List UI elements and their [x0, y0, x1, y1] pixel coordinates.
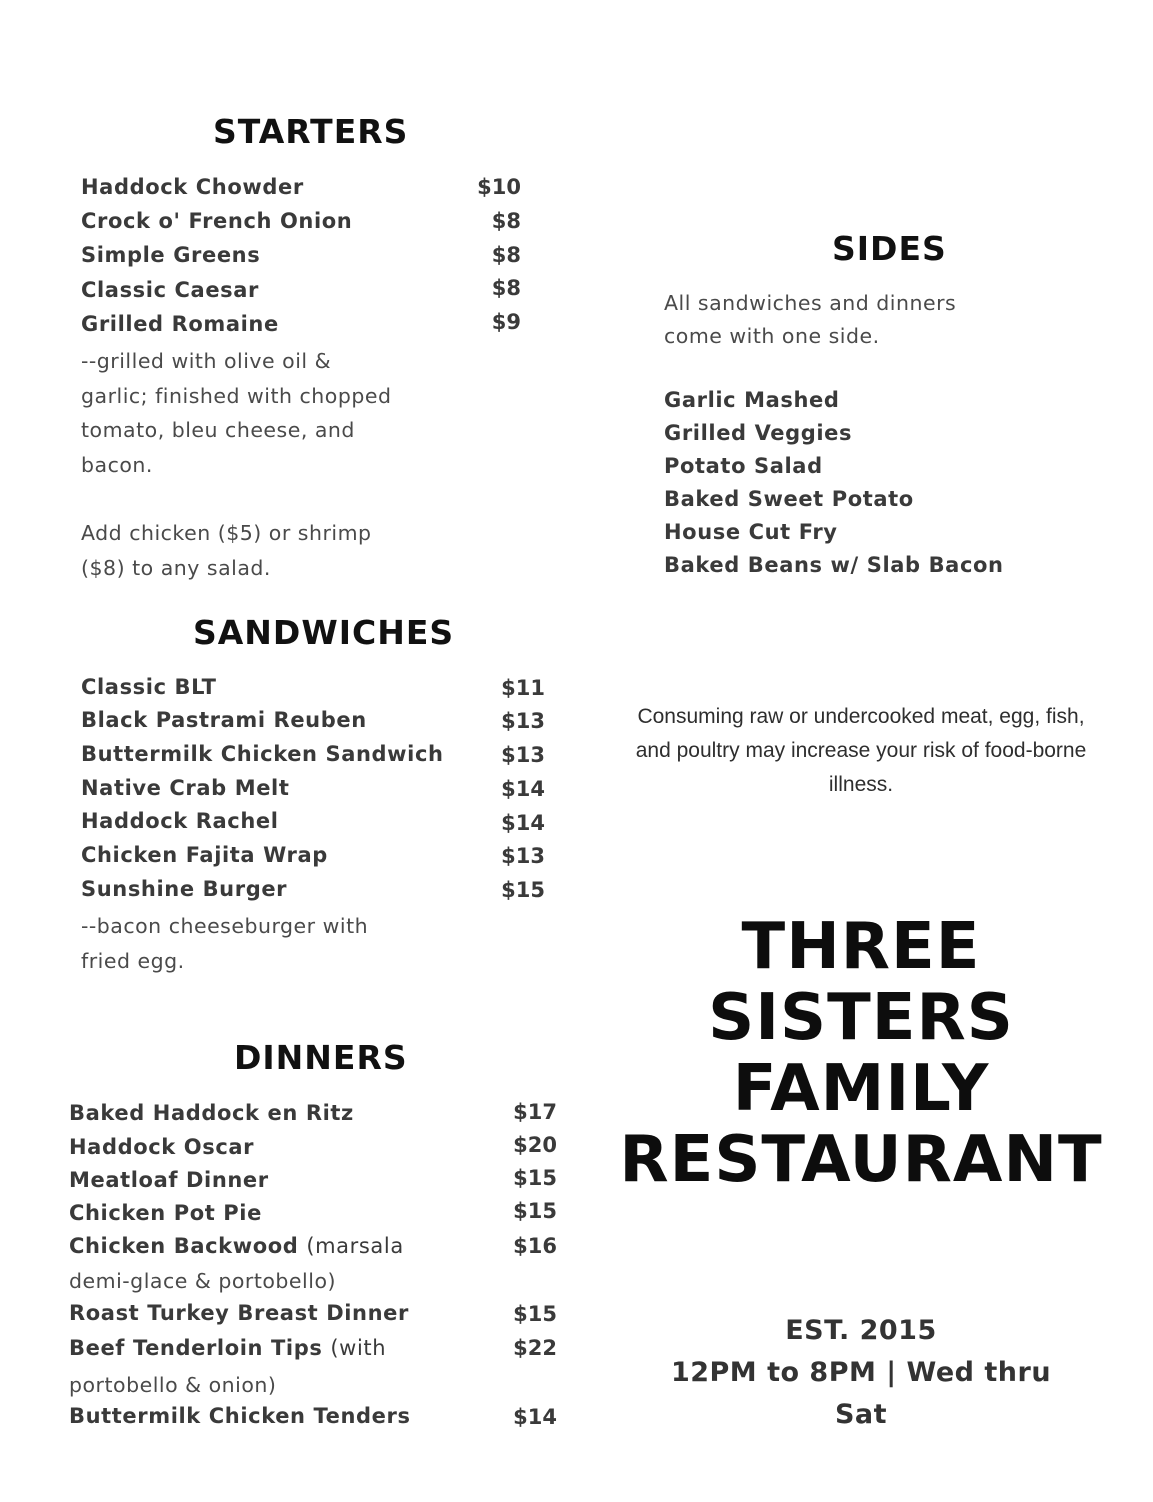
dinner-price: $20 — [513, 1133, 557, 1157]
sides-heading: SIDES — [832, 229, 947, 268]
sandwich-price: $15 — [501, 878, 545, 902]
note-line: Add chicken ($5) or shrimp — [81, 521, 372, 545]
starter-price: $8 — [491, 276, 521, 300]
note-line: fried egg. — [81, 948, 185, 973]
sandwich-item: Chicken Fajita Wrap — [81, 843, 328, 867]
dinner-price: $15 — [513, 1166, 557, 1190]
sandwich-price: $13 — [501, 743, 545, 767]
dinner-item-detail-cont: portobello & onion) — [69, 1373, 277, 1397]
side-item: Potato Salad — [664, 454, 823, 478]
note-line: bacon. — [81, 452, 153, 477]
note-line: --grilled with olive oil & — [81, 349, 332, 373]
starter-item: Simple Greens — [81, 243, 261, 267]
starter-price: $8 — [491, 209, 521, 233]
dinner-item: Meatloaf Dinner — [69, 1168, 269, 1192]
starter-price: $8 — [491, 243, 521, 267]
burger-description — [81, 909, 368, 978]
side-item: Baked Beans w/ Slab Bacon — [664, 553, 1004, 577]
sandwich-price: $14 — [501, 811, 545, 835]
food-safety-disclaimer — [596, 700, 1126, 802]
dinner-price: $15 — [513, 1302, 557, 1326]
dinners-heading: DINNERS — [234, 1038, 408, 1077]
dinner-item: Baked Haddock en Ritz — [69, 1101, 354, 1125]
dinner-price: $14 — [513, 1405, 557, 1429]
restaurant-name-line: SISTERS — [708, 981, 1014, 1055]
note-line: --bacon cheeseburger with — [81, 914, 369, 938]
sandwiches-heading: SANDWICHES — [193, 613, 455, 652]
dinner-item — [69, 1234, 404, 1258]
starter-price: $10 — [477, 175, 521, 199]
dinner-item-label: Chicken Backwood — [69, 1234, 299, 1258]
side-item: Baked Sweet Potato — [664, 487, 914, 511]
sandwich-item: Black Pastrami Reuben — [81, 708, 367, 732]
restaurant-name-line: RESTAURANT — [619, 1123, 1103, 1197]
sandwich-item: Haddock Rachel — [81, 809, 279, 833]
dinner-item-label: Beef Tenderloin Tips — [69, 1336, 323, 1360]
hours-info — [596, 1310, 1126, 1436]
side-item: House Cut Fry — [664, 520, 838, 544]
sandwich-item: Native Crab Melt — [81, 776, 290, 800]
note-line: All sandwiches and dinners — [664, 291, 957, 315]
sandwich-price: $11 — [501, 676, 545, 700]
opening-days: Sat — [834, 1399, 888, 1430]
starter-item: Haddock Chowder — [81, 175, 304, 199]
established-year: EST. 2015 — [785, 1315, 937, 1346]
dinner-price: $22 — [513, 1336, 557, 1360]
dinner-price: $17 — [513, 1100, 557, 1124]
note-line: ($8) to any salad. — [81, 555, 271, 580]
note-line: garlic; finished with chopped — [81, 383, 392, 408]
side-item: Garlic Mashed — [664, 388, 840, 412]
sandwich-price: $13 — [501, 709, 545, 733]
note-line: tomato, bleu cheese, and — [81, 418, 355, 442]
dinner-item: Chicken Pot Pie — [69, 1201, 262, 1225]
starter-item: Classic Caesar — [81, 278, 259, 302]
dinner-item: Buttermilk Chicken Tenders — [69, 1404, 411, 1428]
dinner-price: $15 — [513, 1199, 557, 1223]
restaurant-name-line: FAMILY — [732, 1052, 990, 1126]
sandwich-price: $13 — [501, 844, 545, 868]
starter-item: Crock o' French Onion — [81, 209, 353, 233]
starters-heading: STARTERS — [213, 112, 409, 151]
side-item: Grilled Veggies — [664, 421, 853, 445]
sandwich-item: Buttermilk Chicken Sandwich — [81, 742, 444, 766]
opening-hours: 12PM to 8PM | Wed thru — [670, 1357, 1052, 1388]
salad-addon-note — [81, 516, 372, 585]
dinner-item — [69, 1336, 386, 1360]
disclaimer-line: and poultry may increase your risk of food-borne — [635, 739, 1087, 762]
disclaimer-line: illness. — [828, 773, 894, 796]
dinner-item: Roast Turkey Breast Dinner — [69, 1301, 409, 1325]
dinner-price: $16 — [513, 1234, 557, 1258]
disclaimer-line: Consuming raw or undercooked meat, egg, fish, — [637, 705, 1085, 728]
dinner-item-detail: (marsala — [306, 1234, 404, 1258]
dinner-item-detail-cont: demi-glace & portobello) — [69, 1269, 336, 1293]
sandwich-item: Sunshine Burger — [81, 877, 288, 901]
starter-price: $9 — [491, 310, 521, 334]
dinner-item: Haddock Oscar — [69, 1135, 255, 1159]
starter-item: Grilled Romaine — [81, 312, 279, 336]
sides-intro — [664, 287, 956, 353]
sandwich-item: Classic BLT — [81, 675, 217, 699]
restaurant-name — [596, 912, 1126, 1196]
dinner-item-detail: (with — [330, 1336, 387, 1360]
restaurant-name-line: THREE — [741, 910, 981, 984]
sandwich-price: $14 — [501, 777, 545, 801]
romaine-description — [81, 344, 391, 482]
note-line: come with one side. — [664, 324, 880, 348]
